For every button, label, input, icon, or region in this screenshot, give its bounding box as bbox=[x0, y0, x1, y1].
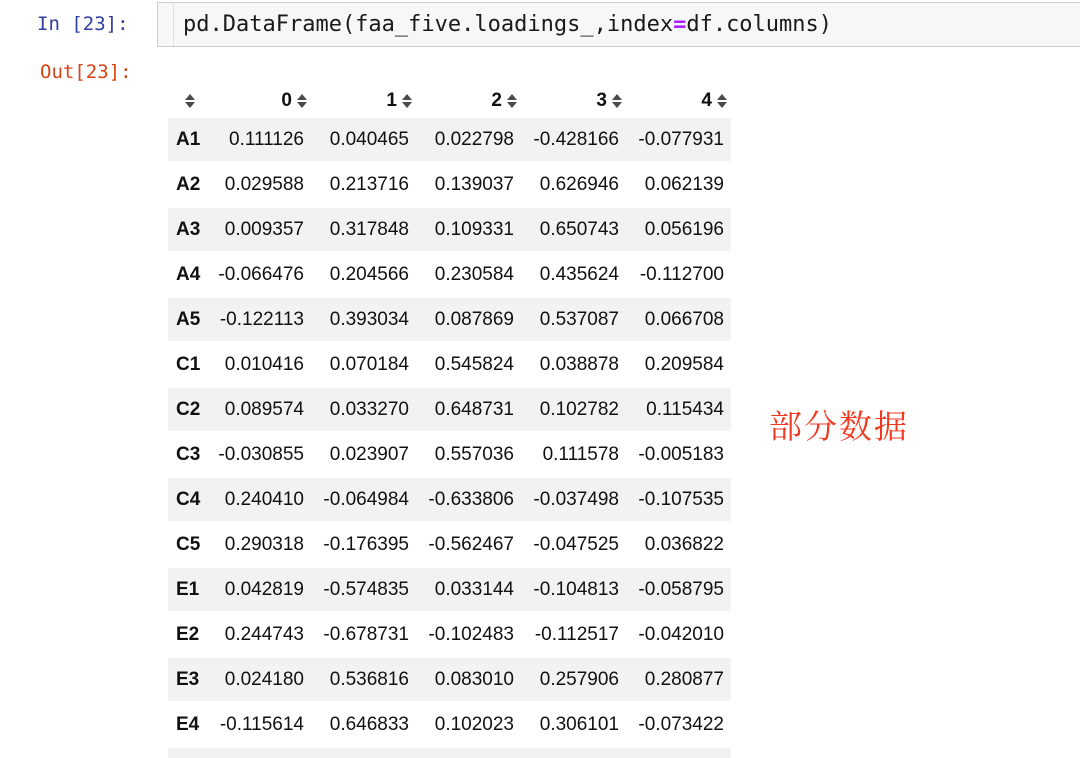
row-index: A4 bbox=[176, 263, 201, 285]
cell-value: 0.024180 bbox=[224, 668, 304, 690]
column-header-label: 1 bbox=[386, 90, 397, 111]
cell-value: 0.111126 bbox=[228, 128, 304, 150]
cell-value: 0.062139 bbox=[644, 173, 724, 195]
table-body bbox=[168, 118, 731, 748]
cell-value: -0.678731 bbox=[323, 623, 409, 645]
cell-value: 0.209584 bbox=[644, 353, 724, 375]
code-cell[interactable] bbox=[157, 2, 1080, 47]
cell-value: 0.435624 bbox=[539, 263, 619, 285]
cell-value: 0.056196 bbox=[644, 218, 724, 240]
row-index: A1 bbox=[176, 128, 201, 150]
table-row bbox=[168, 208, 731, 253]
sort-down-icon bbox=[402, 102, 412, 108]
cell-value: -0.047525 bbox=[533, 533, 619, 555]
cell-value: 0.244743 bbox=[224, 623, 304, 645]
row-index: E1 bbox=[176, 578, 200, 600]
column-header-index[interactable] bbox=[168, 84, 206, 118]
table-row bbox=[168, 703, 731, 748]
cell-value: 0.537087 bbox=[539, 308, 619, 330]
sort-arrows-icon[interactable] bbox=[717, 94, 727, 108]
cell-value: -0.102483 bbox=[428, 623, 514, 645]
cell-value: -0.562467 bbox=[428, 533, 514, 555]
cell-value: -0.122113 bbox=[219, 308, 304, 330]
cell-value: 0.290318 bbox=[224, 533, 304, 555]
cell-value: -0.042010 bbox=[638, 623, 724, 645]
cell-value: 0.545824 bbox=[434, 353, 514, 375]
cell-value: 0.204566 bbox=[329, 263, 409, 285]
annotation-text: 部分数据 bbox=[769, 408, 909, 445]
column-header-label: 2 bbox=[491, 90, 502, 111]
cell-value: -0.112700 bbox=[639, 263, 724, 285]
sort-down-icon bbox=[507, 102, 517, 108]
table-row bbox=[168, 163, 731, 208]
cell-value: 0.070184 bbox=[329, 353, 409, 375]
cell-value: 0.626946 bbox=[539, 173, 619, 195]
cell-value: 0.023907 bbox=[329, 443, 409, 465]
sort-arrows-icon[interactable] bbox=[297, 94, 307, 108]
cell-value: 0.089574 bbox=[224, 398, 304, 420]
cell-value: -0.574835 bbox=[323, 578, 409, 600]
cell-value: 0.109331 bbox=[434, 218, 514, 240]
row-index: C2 bbox=[176, 398, 201, 420]
sort-down-icon bbox=[297, 102, 307, 108]
sort-up-icon bbox=[297, 94, 307, 100]
cell-value: 0.536816 bbox=[329, 668, 409, 690]
sort-arrows-icon[interactable] bbox=[185, 94, 195, 108]
cell-value: 0.029588 bbox=[224, 173, 304, 195]
cell-value: 0.139037 bbox=[434, 173, 514, 195]
code-gutter bbox=[158, 3, 174, 46]
table-row bbox=[168, 433, 731, 478]
cell-value: 0.033144 bbox=[434, 578, 514, 600]
cell-value: 0.213716 bbox=[329, 173, 409, 195]
table-header-row bbox=[168, 84, 731, 118]
cell-value: 0.557036 bbox=[434, 443, 514, 465]
row-index: A3 bbox=[176, 218, 201, 240]
row-index: C5 bbox=[176, 533, 201, 555]
row-index: C1 bbox=[176, 353, 201, 375]
cell-value: -0.030855 bbox=[218, 443, 304, 465]
sort-down-icon bbox=[185, 102, 195, 108]
cell-value: 0.648731 bbox=[434, 398, 514, 420]
sort-up-icon bbox=[507, 94, 517, 100]
sort-up-icon bbox=[185, 94, 195, 100]
cell-value: 0.111578 bbox=[542, 443, 619, 465]
cell-value: 0.102782 bbox=[539, 398, 619, 420]
cell-value: -0.058795 bbox=[638, 578, 724, 600]
cell-value: 0.087869 bbox=[434, 308, 514, 330]
cell-value: -0.176395 bbox=[323, 533, 409, 555]
cell-value: 0.280877 bbox=[644, 668, 724, 690]
cell-value: -0.066476 bbox=[218, 263, 304, 285]
cell-value: 0.317848 bbox=[329, 218, 409, 240]
column-header-3[interactable] bbox=[521, 84, 626, 118]
cell-value: 0.038878 bbox=[539, 353, 619, 375]
table-row bbox=[168, 388, 731, 433]
cell-value: 0.646833 bbox=[329, 713, 409, 735]
cell-value: 0.650743 bbox=[539, 218, 619, 240]
table-row bbox=[168, 568, 731, 613]
cell-value: 0.042819 bbox=[224, 578, 304, 600]
cell-value: -0.107535 bbox=[638, 488, 724, 510]
cell-value: -0.112517 bbox=[534, 623, 619, 645]
output-prompt: Out[23]: bbox=[40, 61, 132, 83]
table-row bbox=[168, 118, 731, 163]
cell-value: 0.009357 bbox=[224, 218, 304, 240]
cell-value: 0.033270 bbox=[329, 398, 409, 420]
column-header-1[interactable] bbox=[311, 84, 416, 118]
table-row bbox=[168, 613, 731, 658]
cell-value: -0.073422 bbox=[638, 713, 724, 735]
row-index: A2 bbox=[176, 173, 201, 195]
cell-value: 0.010416 bbox=[224, 353, 304, 375]
cell-value: -0.104813 bbox=[533, 578, 619, 600]
cell-value: -0.005183 bbox=[638, 443, 724, 465]
row-index: E3 bbox=[176, 668, 200, 690]
sort-arrows-icon[interactable] bbox=[402, 94, 412, 108]
cell-value: 0.036822 bbox=[644, 533, 724, 555]
cell-value: -0.115614 bbox=[219, 713, 304, 735]
sort-arrows-icon[interactable] bbox=[507, 94, 517, 108]
cell-value: 0.230584 bbox=[434, 263, 514, 285]
cell-value: -0.428166 bbox=[533, 128, 619, 150]
row-index: A5 bbox=[176, 308, 201, 330]
input-prompt: In [23]: bbox=[37, 13, 129, 35]
sort-up-icon bbox=[402, 94, 412, 100]
cell-value: -0.037498 bbox=[533, 488, 619, 510]
code-segment: pd.DataFrame(faa_five.loadings_,index bbox=[183, 12, 674, 37]
cell-value: 0.066708 bbox=[644, 308, 724, 330]
sort-arrows-icon[interactable] bbox=[612, 94, 622, 108]
sort-up-icon bbox=[717, 94, 727, 100]
sort-down-icon bbox=[612, 102, 622, 108]
table-row bbox=[168, 658, 731, 703]
row-index: C3 bbox=[176, 443, 201, 465]
table-row bbox=[168, 343, 731, 388]
table-row bbox=[168, 298, 731, 343]
table-row-partial bbox=[168, 748, 731, 758]
code-line[interactable] bbox=[174, 3, 832, 46]
cell-value: 0.102023 bbox=[434, 713, 514, 735]
column-header-2[interactable] bbox=[416, 84, 521, 118]
dataframe-table bbox=[168, 84, 731, 758]
sort-up-icon bbox=[612, 94, 622, 100]
column-header-0[interactable] bbox=[206, 84, 311, 118]
cell-value: 0.083010 bbox=[434, 668, 514, 690]
cell-value: -0.064984 bbox=[323, 488, 409, 510]
column-header-4[interactable] bbox=[626, 84, 731, 118]
row-index: E2 bbox=[176, 623, 200, 645]
cell-value: 0.257906 bbox=[539, 668, 619, 690]
cell-value: -0.633806 bbox=[428, 488, 514, 510]
row-index: C4 bbox=[176, 488, 201, 510]
sort-down-icon bbox=[717, 102, 727, 108]
table-row bbox=[168, 478, 731, 523]
row-index: E4 bbox=[176, 713, 200, 735]
table-row bbox=[168, 253, 731, 298]
column-header-label: 0 bbox=[281, 90, 292, 111]
cell-value: 0.115434 bbox=[646, 398, 724, 420]
cell-value: 0.393034 bbox=[329, 308, 409, 330]
cell-value: 0.040465 bbox=[329, 128, 409, 150]
cell-value: 0.306101 bbox=[539, 713, 619, 735]
code-operator: = bbox=[673, 12, 687, 37]
column-header-label: 3 bbox=[596, 90, 607, 111]
column-header-label: 4 bbox=[701, 90, 712, 111]
cell-value: -0.077931 bbox=[638, 128, 724, 150]
cell-value: 0.240410 bbox=[224, 488, 304, 510]
code-segment: df.columns) bbox=[686, 12, 833, 37]
table-row bbox=[168, 523, 731, 568]
cell-value: 0.022798 bbox=[434, 128, 514, 150]
